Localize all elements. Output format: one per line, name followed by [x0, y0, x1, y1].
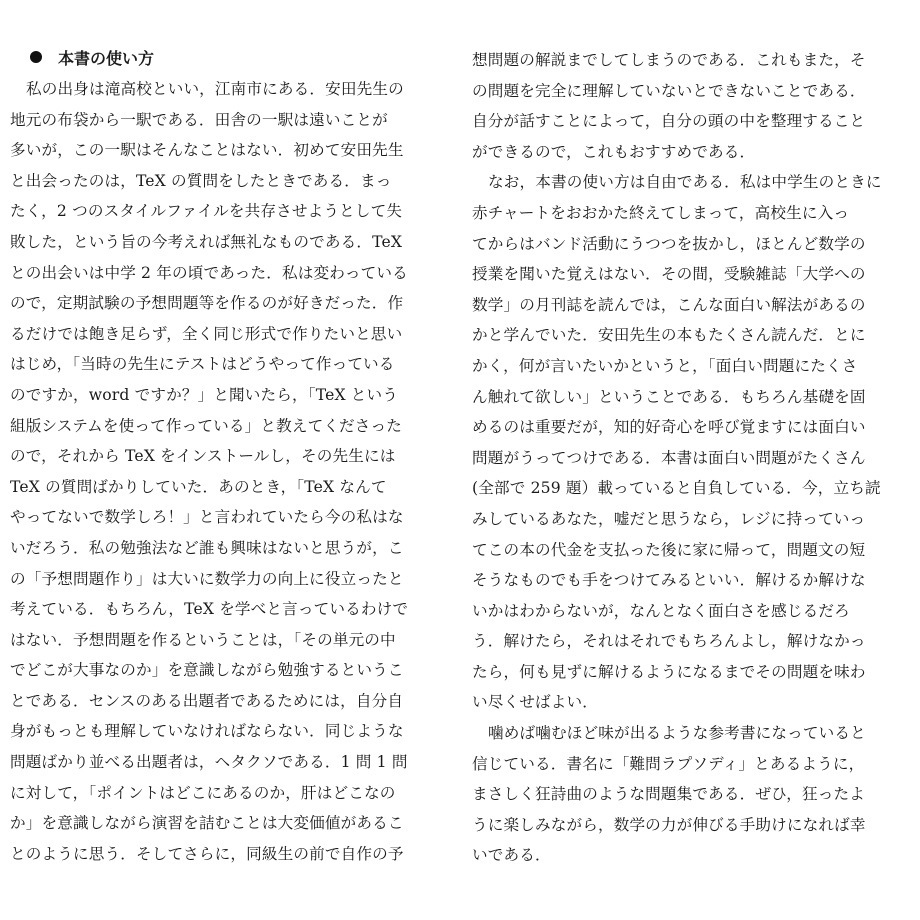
text-line: 噛めば噛むほど味が出るような参考書になっていると [488, 724, 866, 743]
text-line: の問題を完全に理解していないとできないことである． [472, 81, 866, 100]
text-line: 問題ばかり並べる出題者は，ヘタクソである．1 問 1 問 [10, 753, 408, 772]
text-line: 想問題の解説までしてしまうのである．これもまた，そ [472, 51, 866, 69]
text-line: たく，2 つのスタイルファイルを共存させようとして失 [10, 202, 403, 221]
text-line: とである．センスのある出題者であるためには，自分自 [10, 691, 404, 710]
text-line: 考えている．もちろん，TeX を学べと言っているわけで [10, 600, 409, 619]
text-line: 組版システムを使って作っている」と教えてくださった [10, 416, 403, 435]
text-line: いかはわからないが，なんとなく面白さを感じるだろ [472, 601, 850, 620]
text-line: 身がもっとも理解していなければならない．同じような [10, 722, 404, 741]
text-line: と出会ったのは，TeX の質問をしたときである．まっ [10, 171, 392, 190]
text-line: そうなものでも手をつけてみるといい．解けるか解けな [472, 571, 866, 590]
text-line: 授業を聞いた覚えはない．その間，受験雑誌「大学への [472, 265, 866, 284]
text-line: 私の出身は滝高校といい，江南市にある．安田先生の [26, 80, 404, 98]
text-line: 数学」の月刊誌を読んでは，こんな面白い解法があるの [472, 295, 866, 314]
text-line: ができるので，これもおすすめである． [472, 142, 756, 161]
text-line: 問題がうってつけである．本書は面白い問題がたくさん [472, 448, 866, 467]
right-column [472, 40, 904, 871]
text-line: (全部で 259 題）載っていると自負している．今，立ち読 [472, 479, 881, 498]
text-line: はじめ，「当時の先生にテストはどうやって作っている [10, 355, 395, 374]
text-line: ので，定期試験の予想問題等を作るのが好きだった．作 [10, 294, 404, 313]
text-line: いである． [472, 846, 551, 865]
text-line: 地元の布袋から一駅である．田舎の一駅は遠いことが [10, 110, 388, 129]
text-line: ん触れて欲しい」ということである．もちろん基礎を固 [472, 387, 866, 406]
text-line: てからはバンド活動にうつつを抜かし，ほとんど数学の [472, 234, 866, 253]
left-column [10, 40, 442, 869]
text-line: との出会いは中学 2 年の頃であった．私は変わっている [10, 263, 408, 282]
text-line: なお，本書の使い方は自由である．私は中学生のときに [488, 173, 882, 192]
bullet-icon [30, 51, 42, 63]
text-line: かく，何が言いたいかというと，「面白い問題にたくさ [472, 356, 858, 375]
text-line: に対して，「ポイントはどこにあるのか，肝はどこなの [10, 783, 396, 802]
right-column-text [472, 45, 904, 871]
text-line: かと学んでいた．安田先生の本もたくさん読んだ．とに [472, 326, 866, 345]
text-line: のですか，word ですか？」と聞いたら，「TeX という [10, 385, 399, 404]
text-line: めるのは重要だが，知的好奇心を呼び覚ますには面白い [472, 418, 866, 437]
text-line: とのように思う．そしてさらに，同級生の前で自作の予 [10, 844, 404, 863]
text-line: はない．予想問題を作るということは，「その単元の中 [10, 630, 396, 649]
text-line: るだけでは飽き足らず，全く同じ形式で作りたいと思い [10, 324, 403, 343]
text-line: まさしく狂詩曲のような問題集である．ぜひ，狂ったよ [472, 785, 865, 804]
text-line: やってないで数学しろ！」と言われていたら今の私はな [10, 508, 404, 527]
text-line: てこの本の代金を支払った後に家に帰って，問題文の短 [472, 540, 866, 559]
text-line: みしているあなた，嘘だと思うなら，レジに持っていっ [472, 509, 866, 528]
text-line: でどこが大事なのか」を意識しながら勉強するというこ [10, 661, 404, 680]
text-line: 赤チャートをおおかた終えてしまって，高校生に入っ [472, 203, 850, 222]
section-heading [10, 40, 442, 74]
text-line: 信じている．書名に「難問ラプソディ」とあるように， [472, 754, 865, 773]
text-line: たら，何も見ずに解けるようになるまでその問題を味わ [472, 662, 866, 681]
text-line: TeX の質問ばかりしていた．あのとき，「TeX なんて [10, 477, 387, 496]
text-line: う．解けたら，それはそれでもちろんよし，解けなかっ [472, 632, 866, 651]
text-line: 多いが，この一駅はそんなことはない．初めて安田先生 [10, 141, 404, 160]
text-line: い尽くせばよい． [472, 693, 598, 712]
text-line: の「予想問題作り」は大いに数学力の向上に役立ったと [10, 569, 404, 588]
section-heading-title: 本書の使い方 [58, 48, 155, 68]
text-line: 敗した，という旨の今考えれば無礼なものである．TeX [10, 232, 403, 251]
text-line: ので，それから TeX をインストールし，その先生には [10, 447, 396, 466]
text-line: いだろう．私の勉強法など誰も興味はないと思うが，こ [10, 538, 404, 557]
text-line: 自分が話すことによって，自分の頭の中を整理すること [472, 112, 866, 131]
text-line: うに楽しみながら，数学の力が伸びる手助けになれば幸 [472, 815, 866, 834]
left-column-text [10, 74, 442, 869]
text-line: か」を意識しながら演習を詰むことは大変価値があるこ [10, 814, 404, 833]
